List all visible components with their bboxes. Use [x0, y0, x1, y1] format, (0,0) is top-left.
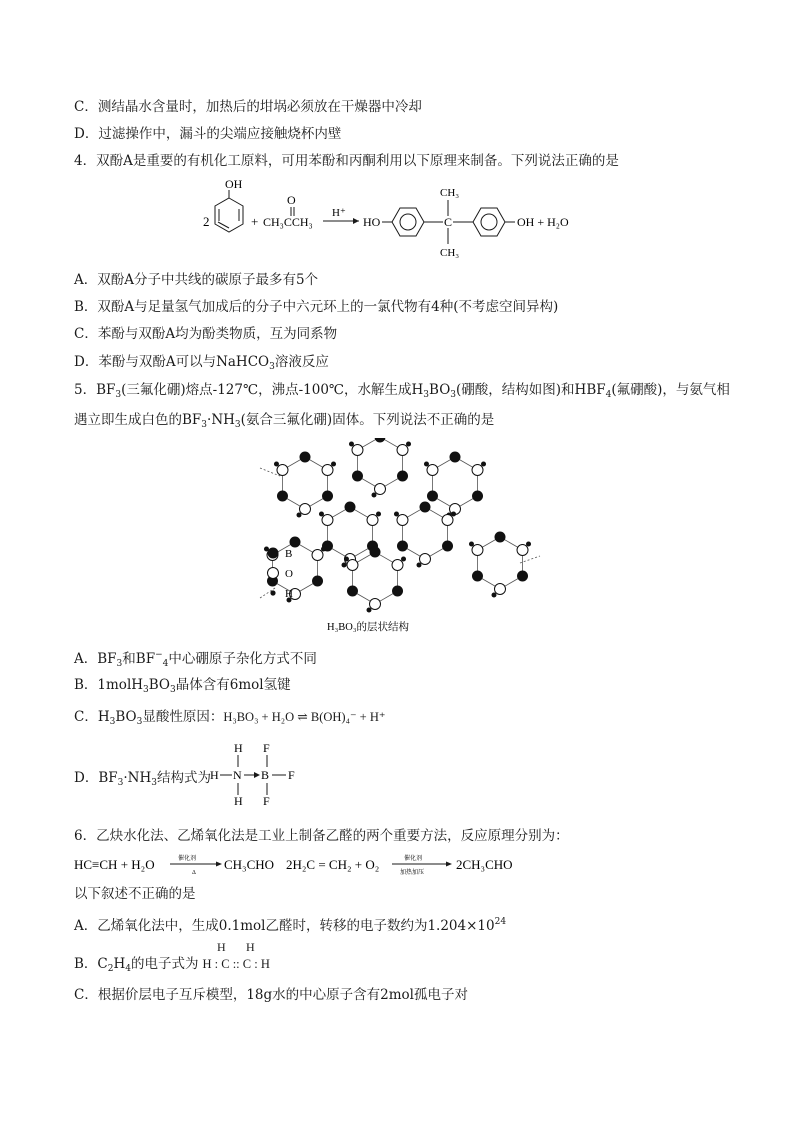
oxygen-atom — [392, 560, 403, 571]
q5-c-pre: C．H — [74, 709, 110, 725]
q5-option-b — [74, 675, 291, 700]
q5-stem-b: (三氟化硼)熔点-127℃，沸点-100℃，水解生成H — [121, 382, 424, 398]
hydrogen-atom — [321, 547, 326, 552]
q5-a-mid: 和BF — [122, 651, 156, 667]
hydrogen-atom — [372, 493, 377, 498]
q4-option-d-text: D．苯酚与双酚A可以与NaHCO — [74, 354, 270, 370]
oxygen-atom — [472, 545, 483, 556]
sub3d: 3 — [201, 420, 208, 430]
hydrogen-atom — [319, 512, 324, 517]
oxygen-atom — [442, 515, 453, 526]
legend-h-label: H — [285, 588, 293, 600]
boron-atom — [420, 502, 431, 513]
hydrogen-atom — [492, 593, 497, 598]
hydrogen-atom — [331, 462, 336, 467]
oxygen-atom — [517, 545, 528, 556]
q5-stem-c: BO — [429, 382, 451, 398]
q5-stem-line1 — [74, 380, 730, 405]
q5-a-pre: A．BF — [74, 651, 117, 667]
q5-c-sub2: 3 — [136, 717, 143, 727]
hydrogen-atom — [469, 542, 474, 547]
q6-option-b — [74, 954, 270, 979]
catalyst-label: H⁺ — [332, 207, 346, 219]
q5-b-pre: B．1molH — [74, 677, 144, 693]
hydrogen-atom — [344, 557, 349, 562]
q5-b-post: 晶体含有6mol氢键 — [175, 677, 291, 693]
boron-atom — [347, 586, 358, 597]
q4-option-b: B．双酚A与足量氢气加成后的分子中六元环上的一氯代物有4种(不考虑空间异构) — [74, 299, 559, 315]
q6-b-mid: H — [113, 956, 126, 972]
q4-option-d — [74, 352, 329, 377]
q5-c-mid: BO — [115, 709, 137, 725]
q5-a-post: 中心硼原子杂化方式不同 — [168, 651, 317, 667]
q5-a-sub2: 4 — [162, 659, 169, 669]
hydrogen-atom — [451, 512, 456, 517]
q4-option-c: C．苯酚与双酚A均为酚类物质，互为同系物 — [74, 326, 338, 342]
q6-option-a — [74, 912, 506, 936]
hydrogen-atom — [367, 608, 372, 613]
sub4a: 4 — [605, 390, 612, 400]
boron-atom — [345, 502, 356, 513]
hydrogen-atom — [297, 513, 302, 518]
oxygen-atom — [322, 465, 333, 476]
q4-coef: 2 — [203, 214, 210, 229]
boron-atom — [352, 471, 363, 482]
hydrogen-atom — [481, 462, 486, 467]
sub3c: 3 — [450, 390, 457, 400]
q5-stem-a: 5．BF — [74, 382, 116, 398]
eq1-right: CH₃CHO — [224, 857, 275, 872]
q6-lead: 以下叙述不正确的是 — [74, 886, 196, 902]
q6-b-formula: H : C :: C : H — [202, 957, 270, 971]
q4-plus: + — [251, 214, 259, 229]
q5-c-post: 显酸性原因： — [142, 709, 224, 725]
phenol-structure — [215, 190, 243, 232]
oxygen-atom — [322, 515, 333, 526]
legend-o-label: O — [285, 568, 293, 580]
q5-d-sub2: 3 — [151, 778, 157, 788]
hydrogen-atom — [394, 512, 399, 517]
struct-b: B — [261, 768, 270, 782]
boron-atom — [472, 491, 483, 502]
q3-option-d: D．过滤操作中，漏斗的尖端应接触烧杯内壁 — [74, 126, 342, 142]
quaternary-carbon: C — [444, 215, 453, 229]
q6-b-sub1: 2 — [107, 964, 114, 974]
oxygen-atom — [352, 445, 363, 456]
oxygen-atom — [472, 465, 483, 476]
q6-stem: 6．乙炔水化法、乙烯氧化法是工业上制备乙醛的两个重要方法，反应原理分别为： — [74, 828, 569, 844]
hydrogen-atom — [376, 512, 381, 517]
struct-h-bottom: H — [234, 794, 243, 808]
phenol-oh: OH — [225, 177, 243, 191]
q5-d-sub1: 3 — [117, 778, 124, 788]
sub3e: 3 — [234, 420, 241, 430]
q5-d-pre: D．BF — [74, 770, 118, 786]
boron-atom — [442, 541, 453, 552]
hydrogen-atom — [349, 442, 354, 447]
hydrogen-atom — [342, 563, 347, 568]
eq1-cond-bot: Δ — [192, 870, 196, 876]
boron-atom — [277, 491, 288, 502]
boron-atom — [290, 537, 301, 548]
boron-atom — [397, 471, 408, 482]
q6-b-pre: B．C — [74, 956, 108, 972]
bf3-nh3-structure — [208, 740, 308, 810]
q5-a-sub1: 3 — [116, 659, 123, 669]
legend-o-dot — [268, 568, 279, 579]
hydrogen-atom — [424, 462, 429, 467]
oxygen-atom — [367, 515, 378, 526]
boron-atom — [450, 452, 461, 463]
bpa-me-top: CH₃ — [440, 187, 460, 199]
q5-stem2-c: (氨合三氟化硼)固体。下列说法不正确的是 — [240, 412, 495, 428]
oxygen-atom — [277, 465, 288, 476]
boron-atom — [495, 532, 506, 543]
q6-b-post: 的电子式为 — [131, 956, 199, 972]
q5-c-sub1: 3 — [109, 717, 116, 727]
q4-option-d-tail: 溶液反应 — [274, 354, 329, 370]
q6-a-pre: A．乙烯氧化法中，生成0.1mol乙醛时，转移的电子数约为1.204×10 — [74, 918, 495, 934]
q3-option-c: C．测结晶水含量时，加热后的坩埚必须放在干燥器中冷却 — [74, 99, 422, 115]
q4-stem: 4．双酚A是重要的有机化工原料，可用苯酚和丙酮利用以下原理来制备。下列说法正确的是 — [74, 153, 619, 169]
boron-atom — [472, 571, 483, 582]
q6-b-h-top1: H — [217, 940, 226, 954]
q4-option-a: A．双酚A分子中共线的碳原子最多有5个 — [74, 272, 319, 288]
q4-reaction-equation — [195, 176, 615, 260]
boron-atom — [392, 586, 403, 597]
hydrogen-atom — [406, 442, 411, 447]
q6-a-exp: 24 — [494, 917, 507, 927]
oxygen-atom — [427, 465, 438, 476]
hydrogen-atom — [274, 462, 279, 467]
struct-f-bottom: F — [263, 794, 270, 808]
struct-h-top: H — [234, 741, 243, 755]
q6-b-h-top2: H — [246, 940, 255, 954]
oxygen-atom — [375, 484, 386, 495]
bpa-tail: OH + H₂O — [517, 215, 569, 229]
bpa-ring-right — [473, 208, 505, 236]
q5-option-c — [74, 707, 385, 732]
carbonyl-o: O — [287, 193, 296, 207]
oxygen-atom — [420, 554, 431, 565]
sub3b: 3 — [423, 390, 430, 400]
bpa-me-bot: CH₃ — [440, 247, 460, 259]
eq2-left: 2H₂C = CH₂ + O₂ — [286, 857, 380, 872]
struct-f-right: F — [288, 768, 295, 782]
boron-atom — [300, 452, 311, 463]
q5-d-post: 结构式为 — [156, 770, 211, 786]
q5-stem-e: (氟硼酸)，与氨气相 — [611, 382, 730, 398]
oxygen-atom — [397, 445, 408, 456]
q5-b-sub2: 3 — [170, 685, 176, 695]
q6-equations — [74, 850, 544, 878]
figure-caption: H₃BO₃的层状结构 — [327, 622, 409, 633]
sub3a: 3 — [115, 390, 122, 400]
oxygen-atom — [495, 584, 506, 595]
q6-b-sub2: 4 — [125, 964, 131, 974]
legend-h-dot — [270, 590, 275, 595]
boron-atom — [517, 571, 528, 582]
boron-atom — [312, 576, 323, 587]
q5-c-equation: H₃BO₃ + H₂O ⇌ B(OH)₄⁻ + H⁺ — [223, 710, 386, 724]
struct-f-top: F — [263, 741, 270, 755]
struct-h-left: H — [210, 768, 219, 782]
eq2-cond-bot: 加热加压 — [400, 870, 425, 876]
eq2-right: 2CH₃CHO — [456, 857, 513, 872]
q5-option-a — [74, 645, 317, 674]
q4-option-d-sub: 3 — [269, 362, 275, 372]
eq2-cond-top: 催化剂 — [404, 856, 423, 862]
hydrogen-atom — [417, 563, 422, 568]
oxygen-atom — [300, 504, 311, 515]
boron-atom — [427, 491, 438, 502]
q5-d-mid: ·NH — [123, 770, 152, 786]
q6-option-c: C．根据价层电子互斥模型，18g水的中心原子含有2mol孤电子对 — [74, 987, 468, 1003]
oxygen-atom — [347, 560, 358, 571]
legend-b-dot — [268, 548, 279, 559]
eq1-cond-top: 催化剂 — [178, 856, 197, 862]
q5-stem-line2 — [74, 410, 494, 435]
boron-atom — [375, 438, 386, 443]
bpa-ring-left — [392, 208, 424, 236]
hydrogen-atom — [401, 557, 406, 562]
oxygen-atom — [397, 515, 408, 526]
q5-stem-d: (硼酸，结构如图)和HBF — [456, 382, 606, 398]
oxygen-atom — [312, 550, 323, 561]
acetone-formula: CH₃CCH₃ — [263, 215, 313, 229]
legend-b-label: B — [285, 548, 293, 560]
q5-stem2-a: 遇立即生成白色的BF — [74, 412, 202, 428]
q5-a-charge: − — [155, 650, 163, 660]
boric-acid-layer-figure — [255, 438, 545, 638]
boron-atom — [397, 541, 408, 552]
boron-atom — [322, 491, 333, 502]
q5-option-d — [74, 768, 211, 793]
boron-atom — [370, 547, 381, 558]
hydrogen-atom — [526, 542, 531, 547]
eq1-left: HC≡CH + H₂O — [74, 857, 155, 872]
q5-stem2-b: ·NH — [207, 412, 235, 428]
oxygen-atom — [370, 599, 381, 610]
bpa-ho: HO — [363, 215, 381, 229]
q5-b-sub1: 3 — [143, 685, 149, 695]
q5-b-mid: BO — [148, 677, 171, 693]
struct-n: N — [233, 768, 242, 782]
